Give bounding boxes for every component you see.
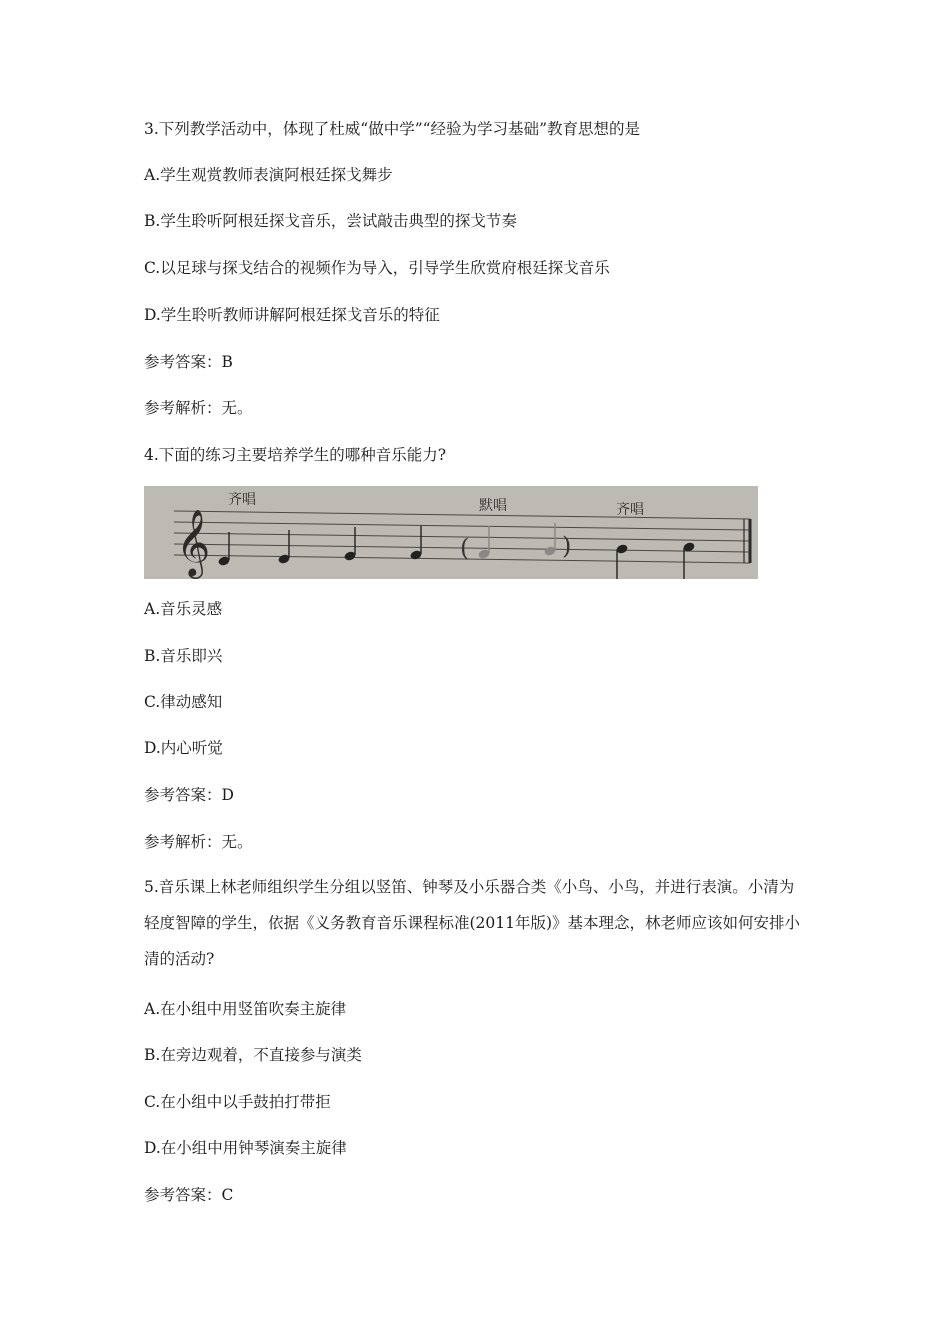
q4-option-d: D.内心听觉 [144,739,223,757]
q3-analysis: 参考解析：无。 [144,399,253,417]
q3-option-a: A.学生观赏教师表演阿根廷探戈舞步 [144,166,393,184]
close-paren: ) [562,532,572,560]
music-score-image [144,486,758,579]
q3-option-b: B.学生聆听阿根廷探戈音乐，尝试敲击典型的探戈节奏 [144,212,517,230]
q4-option-c: C.律动感知 [144,693,223,711]
score-label-3: 齐唱 [616,502,644,518]
q4-option-a: A.音乐灵感 [144,600,223,618]
treble-clef-icon: 𝄞 [176,508,211,576]
question-3-text: 3.下列教学活动中，体现了杜威“做中学”“经验为学习基础”教育思想的是 [144,120,640,138]
q4-analysis: 参考解析：无。 [144,833,253,851]
q5-option-b: B.在旁边观着，不直接参与演类 [144,1046,362,1064]
q4-answer: 参考答案：D [144,786,234,804]
question-5-text: 5.音乐课上林老师组织学生分组以竖笛、钟琴及小乐器合类《小鸟、小鸟，并进行表演。小清为轻度智障的学生，依据《义务教育音乐课程标准(2011年版)》基本理念，林老师应该如何安排小清的活动? [144,878,801,968]
q4-option-b: B.音乐即兴 [144,647,223,665]
q3-answer: 参考答案：B [144,353,233,371]
question-4-text: 4.下面的练习主要培养学生的哪种音乐能力? [144,446,447,464]
q5-answer: 参考答案：C [144,1186,234,1204]
q3-option-c: C.以足球与探戈结合的视频作为导入，引导学生欣赏府根廷探戈音乐 [144,259,610,277]
q5-option-a: A.在小组中用竖笛吹奏主旋律 [144,1000,347,1018]
open-paren: ( [460,534,470,562]
score-label-1: 齐唱 [228,492,256,508]
q5-option-d: D.在小组中用钟琴演奏主旋律 [144,1139,347,1157]
score-label-2: 默唱 [479,498,507,514]
q5-option-c: C.在小组中以手鼓拍打带拒 [144,1093,331,1111]
q3-option-d: D.学生聆听教师讲解阿根廷探戈音乐的特征 [144,306,440,324]
